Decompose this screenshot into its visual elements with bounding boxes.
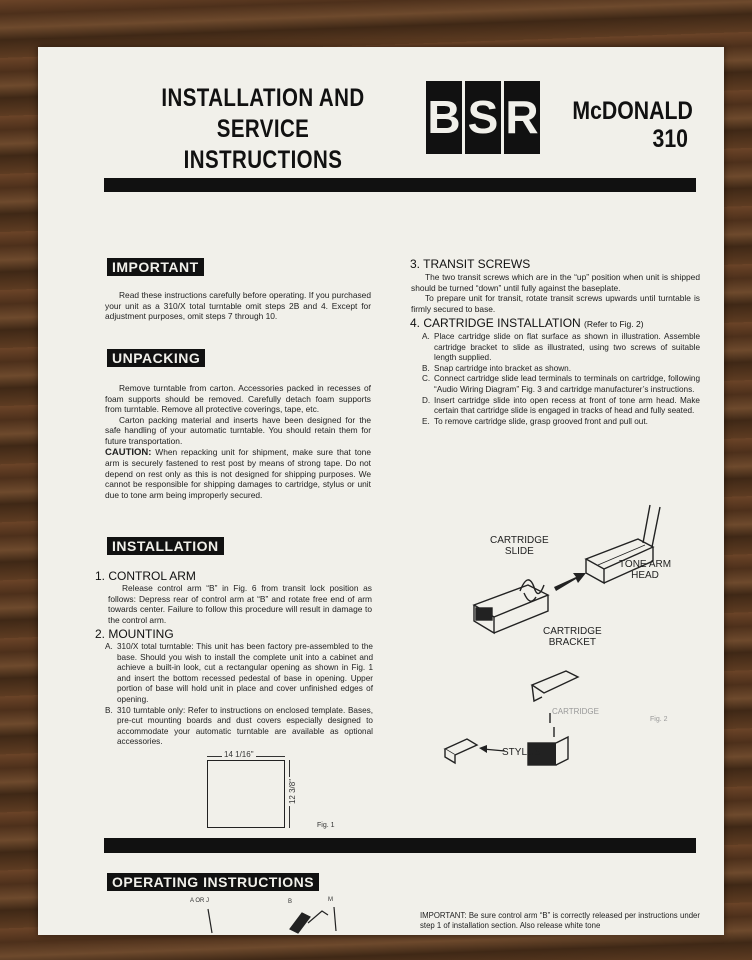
instruction-sheet xyxy=(38,47,724,935)
tone-arm-tube xyxy=(643,505,660,547)
fig2-caption: Fig. 2 xyxy=(650,716,668,723)
mounting-item-a-text: 310/X total turntable: This unit has been factory pre-assembled to the base. Should you wish to install the complete unit into a cabinet and achieve a built-in look, cut a rectangular opening as shown in Fig. 1 and insert the bottom recessed pedestal of base in opening. Upper portion of base will hold unit in place and cover unfinished edges of opening. xyxy=(117,642,373,704)
pointer-line-aj xyxy=(208,909,212,933)
cartridge-step-e-text: To remove cartridge slide, grasp grooved front and pull out. xyxy=(434,416,648,426)
cartridge-step-b xyxy=(422,364,700,375)
important-text xyxy=(105,290,371,322)
cartridge-step-c-key: C. xyxy=(422,374,431,384)
logo-letter-r: R xyxy=(504,81,540,154)
fig1-height-label: 12 3/8" xyxy=(288,778,298,805)
transit-screws-title: 3. TRANSIT SCREWS xyxy=(410,257,531,271)
header-rule xyxy=(104,178,696,192)
label-a-or-j: A OR J xyxy=(190,898,210,904)
label-cartridge-slide xyxy=(490,535,549,557)
stylus-arrow xyxy=(479,745,487,753)
mounting-title: 2. MOUNTING xyxy=(95,627,174,641)
mounting-item-a xyxy=(105,642,373,706)
cartridge-step-e-key: E. xyxy=(422,416,430,426)
label-m: M xyxy=(328,897,333,903)
control-arm-fragment xyxy=(290,913,310,933)
control-arm-lever xyxy=(308,911,328,923)
cartridge-side xyxy=(556,737,568,765)
logo-letter-s: S xyxy=(465,81,501,154)
cartridge-step-a-text: Place cartridge slide on flat surface as shown in illustration. Assemble cartridge bracket to slide as illustrated, using two screws of suitable length supplied. xyxy=(434,332,700,363)
document-title xyxy=(144,83,382,176)
operating-important-note xyxy=(420,911,700,931)
label-cartridge-slide-l1: CARTRIDGE xyxy=(490,535,549,546)
label-cartridge-slide-l2: SLIDE xyxy=(504,546,534,557)
label-cartridge-bracket xyxy=(543,626,602,648)
cartridge-title-text: 4. CARTRIDGE INSTALLATION xyxy=(410,316,581,330)
cartridge-slide-grip xyxy=(476,608,492,620)
logo-letter-b: B xyxy=(426,81,462,154)
section-rule xyxy=(104,838,696,853)
label-tone-arm-head-l1: TONE ARM xyxy=(619,559,672,570)
operating-diagram-fragment xyxy=(198,903,358,935)
brand-line-1: McDONALD xyxy=(572,97,693,125)
label-b: B xyxy=(288,899,293,905)
unpacking-paragraph-2: Carton packing material and inserts have been designed for the safe handling of your automatic turntable. You should retain them for future transportation. xyxy=(105,414,371,446)
fig1-caption: Fig. 1 xyxy=(317,822,335,829)
caution-text: When repacking unit for shipment, make sure that tone arm is securely fastened to rest post by means of strong tape. Do not depend on rest only as this is not designed for shipping purposes. We cannot be responsible for shipping damages to cartridge, stylus or unit due to tone arm being improperly secured. xyxy=(105,446,371,500)
control-arm-text xyxy=(108,583,372,625)
label-tone-arm-head xyxy=(619,559,671,581)
unpacking-text xyxy=(105,383,371,501)
fig1-width-label: 14 1/16" xyxy=(224,750,254,759)
bsr-logo xyxy=(426,81,540,154)
cartridge-step-b-text: Snap cartridge into bracket as shown. xyxy=(434,363,571,373)
caution-paragraph xyxy=(105,447,371,501)
cartridge-steps-list xyxy=(422,332,700,427)
label-stylus: STYLUS xyxy=(502,747,541,758)
operating-instructions-heading: OPERATING INSTRUCTIONS xyxy=(107,873,319,891)
mounting-item-b xyxy=(105,706,373,748)
operating-important-label: IMPORTANT: xyxy=(420,911,467,920)
bracket-screws xyxy=(550,713,554,737)
label-cartridge-bracket-l2: BRACKET xyxy=(548,637,596,648)
cartridge-step-c xyxy=(422,374,700,395)
unpacking-heading: UNPACKING xyxy=(107,349,205,367)
unpacking-paragraph-1: Remove turntable from carton. Accessories packed in recesses of foam supports should be removed. Carefully detach foam supports from turntable. Remove all protective coverings, tape, etc. xyxy=(105,383,371,415)
title-line-2: INSTRUCTIONS xyxy=(183,146,343,174)
brand-line-2: 310 xyxy=(652,125,688,153)
model-name xyxy=(572,97,693,153)
transit-paragraph-2: To prepare unit for transit, rotate transit screws upwards until turntable is firmly secured to base. xyxy=(411,293,700,314)
cartridge-installation-title xyxy=(410,316,644,330)
control-arm-paragraph: Release control arm “B” in Fig. 6 from transit lock position as follows: Depress rear of control arm at “B” and rotate free end of arm towards center. Failure to follow this procedure will result in damage to the control arm. xyxy=(108,583,372,625)
cartridge-step-d-text: Insert cartridge slide into open recess at front of tone arm head. Make certain that cartridge slide is engaged in tracks of head and fully seated. xyxy=(434,395,700,416)
pointer-line-m xyxy=(334,907,336,931)
cartridge-bracket xyxy=(532,671,578,693)
caution-label: CAUTION: xyxy=(105,446,152,458)
control-arm-title: 1. CONTROL ARM xyxy=(95,569,196,583)
cartridge-title-ref: (Refer to Fig. 2) xyxy=(584,319,644,329)
cartridge-step-d-key: D. xyxy=(422,395,431,405)
insert-arrow xyxy=(554,573,586,591)
cartridge-step-a xyxy=(422,332,700,364)
label-cartridge-bracket-l1: CARTRIDGE xyxy=(543,626,602,637)
cartridge-step-a-key: A. xyxy=(422,332,430,341)
mounting-item-b-text: 310 turntable only: Refer to instructions on enclosed template. Bases, pre-cut mounting boards and dust covers especially designed to accommodate your automatic turntable are available as optional accessories. xyxy=(117,705,373,747)
mounting-item-a-key: A. xyxy=(105,642,113,651)
operating-important-text: Be sure control arm “B” is correctly released per instructions under step 1 of installation section. Also release white tone xyxy=(420,911,700,930)
installation-heading: INSTALLATION xyxy=(107,537,224,555)
cartridge-step-e xyxy=(422,417,700,428)
mounting-list xyxy=(105,642,373,748)
title-line-1: INSTALLATION AND SERVICE xyxy=(161,84,365,143)
transit-screws-text xyxy=(411,272,700,314)
cartridge-step-b-key: B. xyxy=(422,363,430,373)
cartridge-step-c-text: Connect cartridge slide lead terminals to terminals on cartridge, following “Audio Wiring Diagram” Fig. 3 and cartridge manufacturer’s instructions. xyxy=(434,374,700,394)
important-heading: IMPORTANT xyxy=(107,258,204,276)
cartridge-step-d xyxy=(422,396,700,417)
transit-paragraph-1: The two transit screws which are in the “up” position when unit is shipped should be turned “down” until fully against the baseplate. xyxy=(411,272,700,293)
fig1-rectangle xyxy=(207,760,285,828)
important-paragraph: Read these instructions carefully before operating. If you purchased your unit as a 310/X total turntable omit steps 2B and 4. Except for adjustment purposes, omit steps 7 through 10. xyxy=(105,290,371,322)
label-tone-arm-head-l2: HEAD xyxy=(631,570,659,581)
label-cartridge: CARTRIDGE xyxy=(552,707,599,716)
mounting-item-b-key: B. xyxy=(105,705,113,715)
